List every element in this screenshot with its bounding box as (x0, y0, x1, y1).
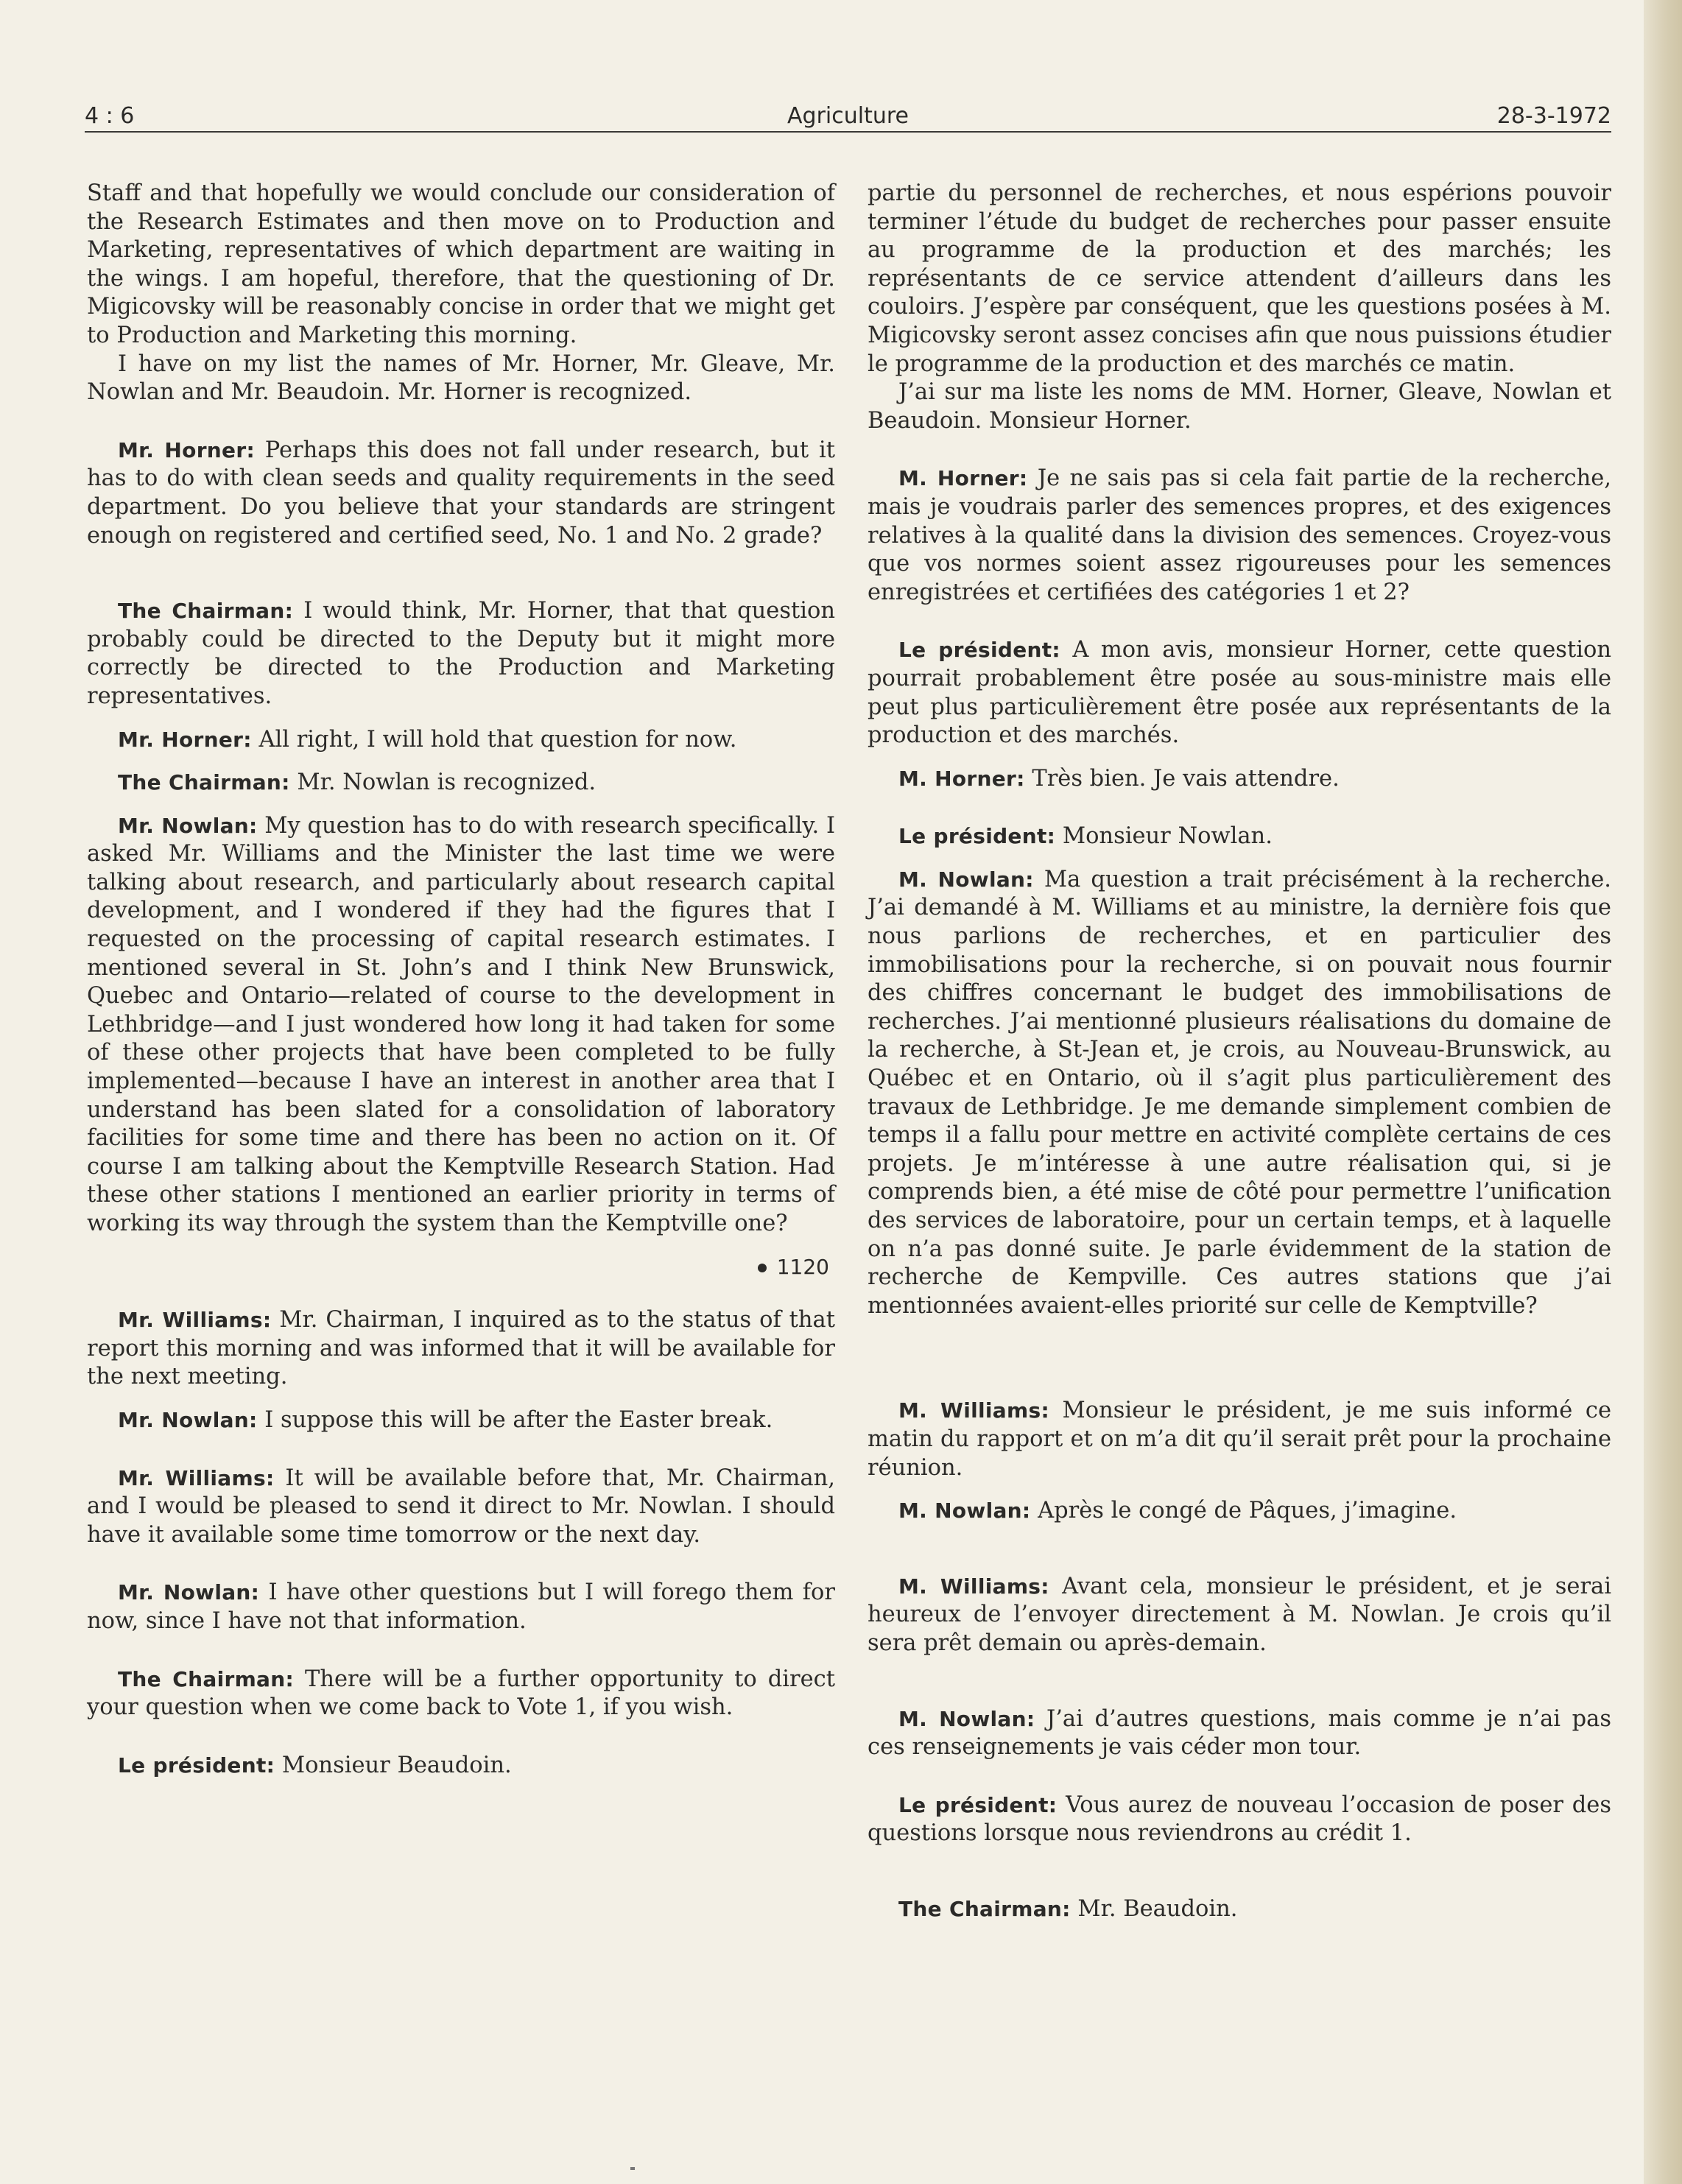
speech-text: Très bien. Je vais attendre. (1032, 765, 1340, 792)
speech-text: Monsieur Nowlan. (1062, 823, 1273, 850)
speech-text: Mr. Nowlan is recognized. (297, 769, 597, 796)
en-speech-williams-2 (87, 1465, 835, 1550)
en-speech-president (87, 1752, 835, 1780)
fr-paragraph-2: J’ai sur ma liste les noms de MM. Horner, Gleave, Nowlan et Beaudoin. Monsieur Horner. (868, 379, 1611, 434)
time-marker (87, 1253, 835, 1282)
page-edge (1644, 0, 1682, 2184)
speech-text: Je ne sais pas si cela fait partie de la recherche, mais je voudrais parler des semences propres, et des exigences relatives à la qualité dans la division des semences. Croyez-vous que vos normes soient assez rigoureuses pour les semences enregistrées et certifiées des catégories 1 et 2? (868, 465, 1611, 605)
header-rule (85, 131, 1611, 133)
speech-text: There will be a further opportunity to direct your question when we come back to Vote 1, if you wish. (87, 1666, 835, 1721)
speaker-label: Mr. Williams: (118, 1308, 272, 1333)
speech-text: I would think, Mr. Horner, that that question probably could be directed to the Deputy but it might more correctly be directed to the Production and Marketing representatives. (87, 598, 835, 709)
fr-speech-president-2 (868, 822, 1611, 851)
bullet-icon (758, 1264, 767, 1272)
speaker-label: The Chairman: (118, 770, 290, 795)
en-speech-nowlan-2 (87, 1406, 835, 1435)
fr-speech-horner-2 (868, 765, 1611, 794)
time-marker-value: 1120 (776, 1254, 829, 1279)
speaker-label: Le président: (898, 638, 1060, 663)
fr-paragraph-1: partie du personnel de recherches, et nous espérions pouvoir terminer l’étude du budget de recherches pour passer ensuite au programme de la production et des marchés; les représentants de ce service attendent d’ailleurs dans les couloirs. J’espère par conséquent, que les questions posées à M. Migicovsky seront assez concises afin que nous puissions étudier le programme de la production et des marchés ce matin. (868, 180, 1611, 377)
speech-text: I suppose this will be after the Easter break. (264, 1406, 773, 1433)
speaker-label: Mr. Horner: (118, 727, 252, 752)
speech-text: Ma question a trait précisément à la recherche. J’ai demandé à M. Williams et au ministre, la dernière fois que nous parlions de recherches, et en particulier des immobilisations pour la recherche, si on pouvait nous fournir des chiffres concernant le budget des immobilisations de recherches. J’ai mentionné plusieurs réalisations du domaine de la recherche, à St-Jean et, je crois, au Nouveau-Brunswick, au Québec et en Ontario, où il s’agit plus particulièrement des travaux de Lethbridge. Je me demande simplement combien de temps il a fallu pour mettre en activité complète certains de ces projets. Je m’intéresse à une autre réalisation qui, si je comprends bien, a été mise de côté pour permettre l’unification des services de laboratoire, pour un certain temps, et à laquelle on n’a pas donné suite. Je parle évidemment de la station de recherche de Kempville. Ces autres stations que j’ai mentionnées avaient-elles priorité sur celle de Kemptville? (868, 866, 1611, 1319)
en-speech-nowlan-3 (87, 1579, 835, 1635)
section-title: Agriculture (787, 103, 909, 129)
speaker-label: The Chairman: (118, 599, 294, 624)
header-date: 28-3-1972 (1496, 103, 1611, 129)
speech-text: My question has to do with research specifically. I asked Mr. Williams and the Minister the last time we were talking about research, and particularly about research capital development, and I wondered if they had the figures that I requested on the processing of capital research estimates. I mentioned several in St. John’s and I think New Brunswick, Quebec and Ontario—related of course to the development in Lethbridge—and I just wondered how long it had taken for some of these other projects that have been completed to be fully implemented—because I have an interest in another area that I understand has been slated for a consolidation of laboratory facilities for some time and there has been no action on it. Of course I am talking about the Kemptville Research Station. Had these other stations I mentioned an earlier priority in terms of working its way through the system than the Kemptville one? (87, 812, 835, 1236)
en-speech-williams-1 (87, 1306, 835, 1392)
fr-speech-nowlan-3 (868, 1705, 1611, 1762)
speaker-label: M. Nowlan: (898, 867, 1034, 892)
fr-speech-president-1 (868, 636, 1611, 750)
speaker-label: The Chairman: (898, 1896, 1071, 1921)
speech-text: Vous aurez de nouveau l’occasion de poser des questions lorsque nous reviendrons au crédit 1. (868, 1792, 1611, 1847)
fr-speech-williams-2 (868, 1573, 1611, 1658)
en-speech-nowlan-1 (87, 812, 835, 1239)
fr-speech-horner-1 (868, 465, 1611, 607)
speech-text: Mr. Chairman, I inquired as to the status of that report this morning and was informed that it will be available for the next meeting. (87, 1307, 835, 1390)
fr-speech-nowlan-1 (868, 866, 1611, 1321)
fr-speech-chairman (868, 1895, 1611, 1924)
speech-text: It will be available before that, Mr. Chairman, and I would be pleased to send it direct to Mr. Nowlan. I should have it available some time tomorrow or the next day. (87, 1465, 835, 1548)
speech-text: Après le congé de Pâques, j’imagine. (1038, 1498, 1457, 1524)
speaker-label: Mr. Nowlan: (118, 1580, 260, 1605)
page-number: 4 : 6 (85, 103, 135, 129)
en-speech-horner-2 (87, 726, 835, 755)
speaker-label: M. Williams: (898, 1398, 1049, 1423)
french-column (868, 180, 1611, 1924)
page-header (85, 94, 1611, 133)
speech-text: J’ai d’autres questions, mais comme je n’ai pas ces renseignements je vais céder mon tour. (868, 1705, 1611, 1761)
speech-text: All right, I will hold that question for now. (258, 726, 737, 753)
speaker-label: Mr. Horner: (118, 437, 255, 462)
speaker-label: The Chairman: (118, 1666, 294, 1691)
speaker-label: M. Nowlan: (898, 1706, 1035, 1731)
speaker-label: Mr. Nowlan: (118, 813, 258, 838)
speech-text: I have other questions but I will forego them for now, since I have not that information. (87, 1579, 835, 1634)
speaker-label: Le président: (898, 824, 1056, 849)
speaker-label: M. Williams: (898, 1574, 1049, 1599)
en-paragraph-1: Staff and that hopefully we would conclude our consideration of the Research Estimates and then move on to Production and Marketing, representatives of which department are waiting in the wings. I am hopeful, therefore, that the questioning of Dr. Migicovsky will be reasonably concise in order that we might get to Production and Marketing this morning. (87, 180, 835, 348)
en-paragraph-2: I have on my list the names of Mr. Horner, Mr. Gleave, Mr. Nowlan and Mr. Beaudoin. Mr. Horner is recognized. (87, 351, 835, 406)
en-speech-chairman-2 (87, 769, 835, 797)
fr-speech-president-3 (868, 1792, 1611, 1848)
en-speech-horner-1 (87, 437, 835, 550)
speech-text: Perhaps this does not fall under research, but it has to do with clean seeds and quality requirements in the seed department. Do you believe that your standards are stringent enough on registered and certified seed, No. 1 and No. 2 grade? (87, 437, 835, 549)
en-speech-chairman-1 (87, 597, 835, 711)
print-speck (630, 2167, 635, 2170)
speaker-label: Le président: (898, 1792, 1058, 1817)
speech-text: Monsieur le président, je me suis informé ce matin du rapport et on m’a dit qu’il serait prêt pour la prochaine réunion. (868, 1398, 1611, 1481)
speaker-label: Mr. Nowlan: (118, 1407, 258, 1432)
speech-text: Mr. Beaudoin. (1077, 1895, 1238, 1922)
speech-text: Monsieur Beaudoin. (281, 1752, 512, 1778)
speaker-label: Mr. Williams: (118, 1465, 275, 1490)
fr-speech-williams-1 (868, 1397, 1611, 1482)
speaker-label: M. Horner: (898, 466, 1028, 491)
speaker-label: Le président: (118, 1753, 275, 1778)
fr-speech-nowlan-2 (868, 1497, 1611, 1526)
speaker-label: M. Horner: (898, 766, 1025, 791)
speaker-label: M. Nowlan: (898, 1498, 1031, 1523)
en-speech-chairman-3 (87, 1666, 835, 1722)
speech-text: A mon avis, monsieur Horner, cette question pourrait probablement être posée au sous-ministre mais elle peut plus particulièrement être posée aux représentants de la production et des marchés. (868, 637, 1611, 749)
speech-text: Avant cela, monsieur le président, et je serai heureux de l’envoyer directement à M. Nowlan. Je crois qu’il sera prêt demain ou après-demain. (868, 1573, 1611, 1656)
english-column (87, 180, 835, 1780)
